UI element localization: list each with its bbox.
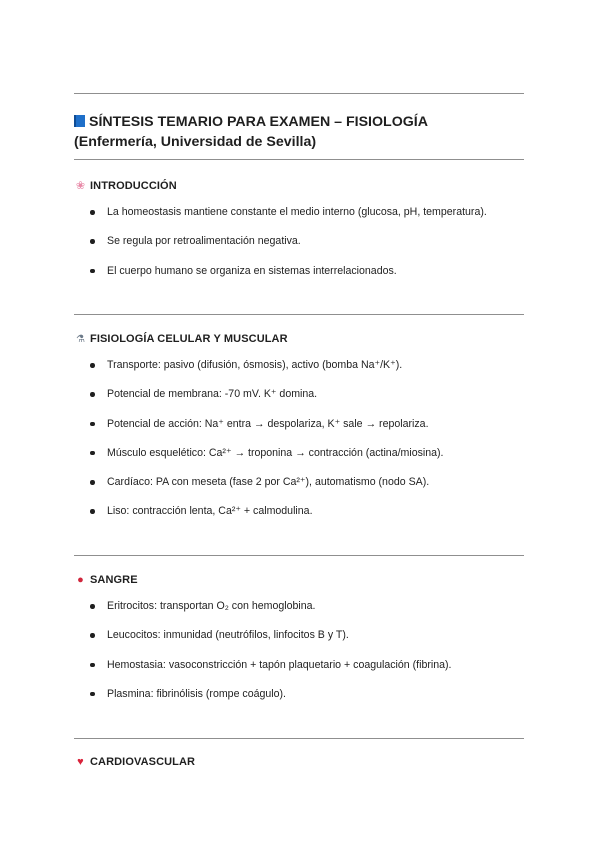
bullet-icon xyxy=(90,363,95,368)
list-item-text: Liso: contracción lenta, Ca²⁺ + calmodulina. xyxy=(107,505,313,518)
list-item-text: Plasmina: fibrinólisis (rompe coágulo). xyxy=(107,687,286,700)
list-item-text: Se regula por retroalimentación negativa. xyxy=(107,235,301,248)
section-heading-text: SANGRE xyxy=(90,574,138,586)
blue-book-icon xyxy=(74,115,85,127)
section-heading-text: FISIOLOGÍA CELULAR Y MUSCULAR xyxy=(90,333,288,345)
page-title-text: SÍNTESIS TEMARIO PARA EXAMEN – FISIOLOGÍA (Enfermería, Universidad de Sevilla) xyxy=(74,114,428,150)
list-item xyxy=(90,659,452,688)
bullet-icon xyxy=(90,692,95,697)
list-item xyxy=(90,505,444,534)
bullet-icon xyxy=(90,509,95,514)
list-item xyxy=(90,206,487,235)
list-item-text: Eritrocitos: transportan O₂ con hemoglobina. xyxy=(107,600,316,612)
page-title xyxy=(74,112,514,152)
list-item-text: Músculo esquelético: Ca²⁺ → troponina → contracción (actina/miosina). xyxy=(107,446,444,459)
bullet-icon xyxy=(90,604,95,609)
microscope-icon: ⚗ xyxy=(75,334,86,345)
list-item-text: Cardíaco: PA con meseta (fase 2 por Ca²⁺), automatismo (nodo SA). xyxy=(107,476,430,489)
list-item-text: Potencial de acción: Na⁺ entra → despolariza, K⁺ sale → repolariza. xyxy=(107,417,429,430)
section-heading xyxy=(74,755,195,769)
bullet-list xyxy=(90,359,444,535)
divider xyxy=(74,314,524,315)
section-heading xyxy=(74,332,288,347)
section-heading xyxy=(74,179,177,193)
bullet-icon xyxy=(90,422,95,427)
list-item-text: Hemostasia: vasoconstricción + tapón plaquetario + coagulación (fibrina). xyxy=(107,658,452,671)
list-item-text: El cuerpo humano se organiza en sistemas interrelacionados. xyxy=(107,264,397,277)
section-heading-text: INTRODUCCIÓN xyxy=(90,180,177,192)
blood-drop-icon: ● xyxy=(77,574,84,586)
list-item xyxy=(90,235,487,264)
bullet-icon xyxy=(90,269,95,274)
brain-icon: ❀ xyxy=(75,180,86,192)
bullet-icon xyxy=(90,663,95,668)
bullet-icon xyxy=(90,633,95,638)
list-item-text: Potencial de membrana: -70 mV. K⁺ domina. xyxy=(107,388,318,401)
section-heading-text: CARDIOVASCULAR xyxy=(90,756,196,768)
list-item xyxy=(90,600,452,629)
list-item xyxy=(90,265,487,294)
bullet-list xyxy=(90,206,487,294)
list-item xyxy=(90,359,444,388)
bullet-list xyxy=(90,600,452,717)
bullet-icon xyxy=(90,480,95,485)
list-item xyxy=(90,418,444,447)
bullet-icon xyxy=(90,239,95,244)
list-item-text: La homeostasis mantiene constante el medio interno (glucosa, pH, temperatura). xyxy=(107,206,487,218)
section-heading xyxy=(74,573,138,587)
list-item-text: Leucocitos: inmunidad (neutrófilos, linfocitos B y T). xyxy=(107,629,349,642)
divider xyxy=(74,159,524,160)
list-item xyxy=(90,629,452,658)
list-item xyxy=(90,447,444,476)
list-item xyxy=(90,476,444,505)
bullet-icon xyxy=(90,210,95,215)
list-item xyxy=(90,388,444,417)
heart-icon: ♥ xyxy=(77,756,84,768)
divider xyxy=(74,93,524,94)
divider xyxy=(74,738,524,739)
divider xyxy=(74,555,524,556)
bullet-icon xyxy=(90,392,95,397)
list-item-text: Transporte: pasivo (difusión, ósmosis), activo (bomba Na⁺/K⁺). xyxy=(107,359,403,371)
list-item xyxy=(90,688,452,717)
bullet-icon xyxy=(90,451,95,456)
